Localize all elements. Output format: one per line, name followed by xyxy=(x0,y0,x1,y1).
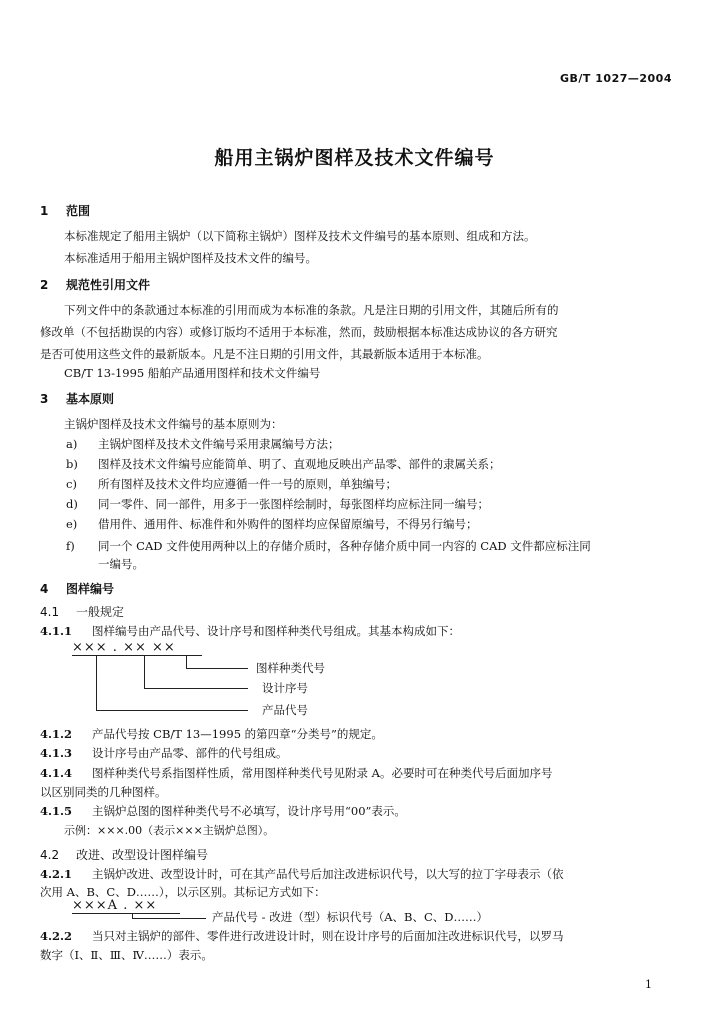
code-structure-2: ×××A . ×× xyxy=(72,898,158,913)
clause-text: 图样种类代号系指图样性质，常用图样种类代号见附录 A。必要时可在种类代号后面加序号 xyxy=(92,766,553,780)
list-item xyxy=(66,556,144,572)
sec1-paragraph-1: 本标准规定了船用主锅炉（以下简称主锅炉）图样及技术文件编号的基本原则、组成和方法。 xyxy=(64,229,536,243)
list-label: c) xyxy=(66,477,77,491)
list-label: d) xyxy=(66,497,78,511)
sec2-reference: CB/T 13-1995 船舶产品通用图样和技术文件编号 xyxy=(64,366,321,380)
subsection-number: 4.2 xyxy=(40,848,60,862)
sec2-line-1: 下列文件中的条款通过本标准的引用而成为本标准的条款。凡是注日期的引用文件，其随后所有的 xyxy=(64,303,559,317)
section-number: 4 xyxy=(40,582,49,596)
section-3-heading xyxy=(40,390,114,407)
bracket-line xyxy=(144,656,145,688)
clause-number: 4.1.4 xyxy=(40,766,73,780)
sec3-intro: 主锅炉图样及技术文件编号的基本原则为： xyxy=(64,417,283,431)
list-text: 借用件、通用件、标准件和外购件的图样均应保留原编号，不得另行编号； xyxy=(98,517,478,531)
clause-4-1-2 xyxy=(40,726,383,742)
page-number: 1 xyxy=(645,978,652,991)
label-design-serial: 设计序号 xyxy=(262,681,308,695)
clause-text: 设计序号由产品零、部件的代号组成。 xyxy=(92,746,288,760)
list-text: 所有图样及技术文件均应遵循一件一号的原则，单独编号； xyxy=(98,477,397,491)
clause-4-2-1-line-2: 次用 A、B、C、D……），以示区别。其标记方式如下： xyxy=(40,885,326,899)
clause-text: 当只对主锅炉的部件、零件进行改进设计时，则在设计序号的后面加注改进标识代号，以罗马 xyxy=(92,929,564,943)
clause-4-1-4 xyxy=(40,765,552,781)
clause-4-1-3 xyxy=(40,745,288,761)
section-4-heading xyxy=(40,580,114,597)
clause-4-2-2 xyxy=(40,928,564,944)
list-text: 主锅炉图样及技术文件编号采用隶属编号方法； xyxy=(98,437,340,451)
subsection-4-1 xyxy=(40,603,124,620)
clause-number: 4.1.2 xyxy=(40,727,73,741)
bracket-line xyxy=(96,710,248,711)
clause-number: 4.1.3 xyxy=(40,746,73,760)
list-text: 同一零件、同一部件，用多于一张图样绘制时，每张图样均应标注同一编号； xyxy=(98,497,489,511)
list-item xyxy=(66,456,501,472)
bracket-line xyxy=(132,918,206,919)
subsection-title: 一般规定 xyxy=(76,605,125,619)
sec2-line-3: 是否可使用这些文件的最新版本。凡是不注日期的引用文件，其最新版本适用于本标准。 xyxy=(40,347,489,361)
clause-text: 主锅炉总图的图样种类代号不必填写，设计序号用“00”表示。 xyxy=(92,804,406,818)
list-text: 一编号。 xyxy=(98,557,144,571)
code-underline xyxy=(72,913,180,914)
subsection-4-2 xyxy=(40,846,208,863)
list-text: 同一个 CAD 文件使用两种以上的存储介质时，各种存储介质中同一内容的 CAD 文件都应标注同 xyxy=(98,539,591,553)
standard-number: GB/T 1027—2004 xyxy=(560,72,672,85)
list-label: f) xyxy=(66,539,75,553)
clause-number: 4.2.2 xyxy=(40,929,73,943)
clause-4-1-4-line-2: 以区别同类的几种图样。 xyxy=(40,785,167,799)
section-2-heading xyxy=(40,276,150,293)
list-item xyxy=(66,538,591,554)
clause-4-1-1 xyxy=(40,623,460,639)
clause-number: 4.2.1 xyxy=(40,867,73,881)
sec2-line-2: 修改单（不包括勘误的内容）或修订版均不适用于本标准，然而，鼓励根据本标准达成协议的各方研究 xyxy=(40,325,558,339)
section-title: 范围 xyxy=(66,204,91,218)
section-number: 3 xyxy=(40,392,49,406)
label-improvement-code: 产品代号 - 改进（型）标识代号（A、B、C、D……） xyxy=(212,910,488,924)
clause-number: 4.1.1 xyxy=(40,624,73,638)
section-1-heading xyxy=(40,202,90,219)
list-item xyxy=(66,496,489,512)
label-drawing-type-code: 图样种类代号 xyxy=(256,661,325,675)
clause-text: 图样编号由产品代号、设计序号和图样种类代号组成。其基本构成如下： xyxy=(92,624,460,638)
bracket-line xyxy=(186,668,248,669)
section-title: 规范性引用文件 xyxy=(66,278,151,292)
bracket-line xyxy=(144,688,248,689)
clause-number: 4.1.5 xyxy=(40,804,73,818)
list-label: e) xyxy=(66,517,78,531)
list-text: 图样及技术文件编号应能简单、明了、直观地反映出产品零、部件的隶属关系； xyxy=(98,457,501,471)
example-4-1-5: 示例：×××.00（表示×××主锅炉总图）。 xyxy=(64,824,275,837)
section-number: 1 xyxy=(40,204,49,218)
section-title: 图样编号 xyxy=(66,582,115,596)
section-number: 2 xyxy=(40,278,49,292)
code-structure-1: ××× . ×× ×× xyxy=(72,640,176,655)
bracket-line xyxy=(96,656,97,710)
clause-4-2-1 xyxy=(40,866,564,882)
sec1-paragraph-2: 本标准适用于船用主锅炉图样及技术文件的编号。 xyxy=(64,251,317,265)
clause-4-1-5 xyxy=(40,803,406,819)
list-item xyxy=(66,436,340,452)
bracket-line xyxy=(186,656,187,668)
section-title: 基本原则 xyxy=(66,392,115,406)
clause-text: 主锅炉改进、改型设计时，可在其产品代号后加注改进标识代号，以大写的拉丁字母表示（依 xyxy=(92,867,564,881)
list-item xyxy=(66,476,397,492)
clause-text: 产品代号按 CB/T 13—1995 的第四章“分类号”的规定。 xyxy=(92,727,383,741)
subsection-number: 4.1 xyxy=(40,605,60,619)
clause-4-2-2-line-2: 数字（Ⅰ、Ⅱ、Ⅲ、Ⅳ……）表示。 xyxy=(40,948,213,962)
list-label: b) xyxy=(66,457,78,471)
document-title: 船用主锅炉图样及技术文件编号 xyxy=(214,147,495,169)
code-underline xyxy=(72,655,202,656)
subsection-title: 改进、改型设计图样编号 xyxy=(76,848,209,862)
list-label: a) xyxy=(66,437,78,451)
list-item xyxy=(66,516,478,532)
label-product-code: 产品代号 xyxy=(262,703,308,717)
